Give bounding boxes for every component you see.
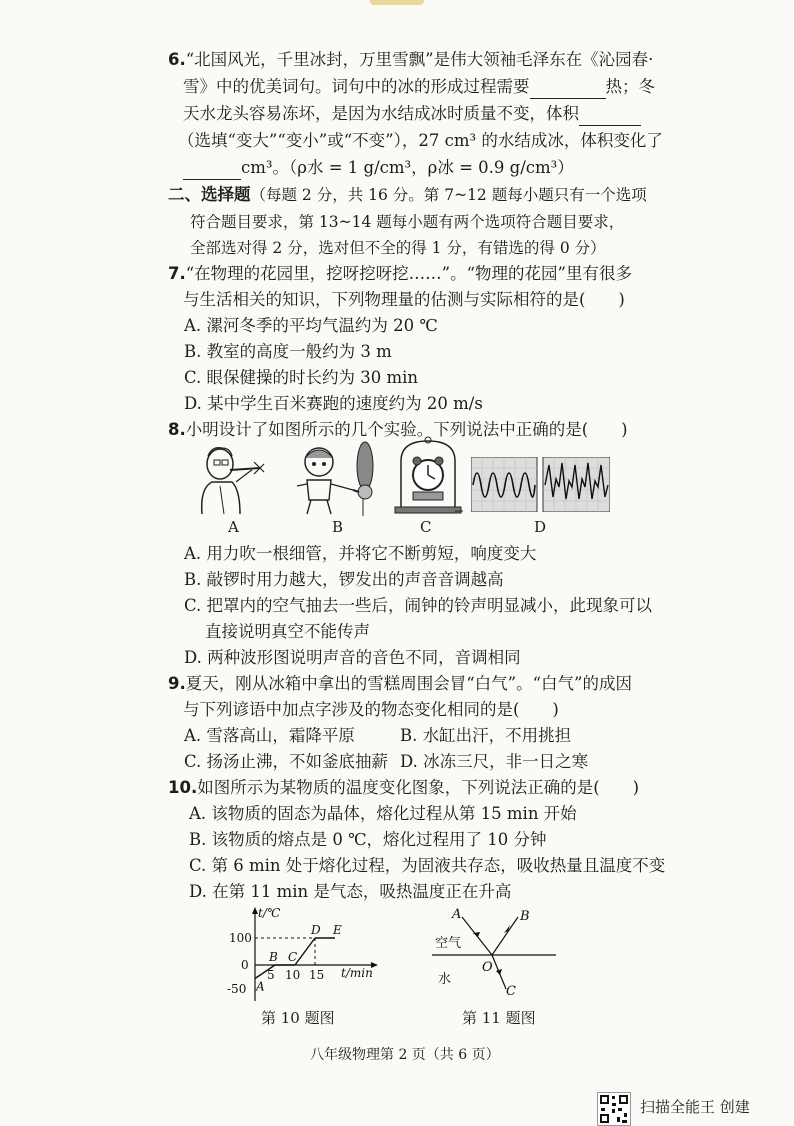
q6-text-2b: 热；冬 bbox=[605, 77, 655, 96]
q9-option-a[interactable]: A. 雪落高山，霜降平原 bbox=[184, 726, 355, 745]
q10-line1 bbox=[168, 776, 639, 800]
label-air: 空气 bbox=[435, 936, 462, 951]
q6-text-1: “北国风光，千里冰封，万里雪飘”是伟大领袖毛泽东在《沁园春· bbox=[185, 50, 654, 69]
q6-line1 bbox=[168, 48, 653, 72]
figure-11-caption: 第 11 题图 bbox=[462, 1009, 536, 1027]
q7-option-a[interactable]: A. 漯河冬季的平均气温约为 20 ℃ bbox=[184, 316, 438, 335]
chart-point-label-E: E bbox=[333, 923, 342, 937]
q8-number: 8. bbox=[168, 420, 186, 439]
q9-option-b[interactable]: B. 水缸出汗，不用挑担 bbox=[400, 726, 572, 745]
label-c: C bbox=[506, 984, 516, 999]
chart-point-label-B: B bbox=[269, 950, 278, 964]
q9-text-1: 夏天，刚从冰箱中拿出的雪糕周围会冒“白气”。“白气”的成因 bbox=[185, 674, 632, 693]
q10-option-b[interactable]: B. 该物质的熔点是 0 ℃，熔化过程用了 10 分钟 bbox=[189, 830, 547, 849]
chart-point-label-C: C bbox=[288, 950, 298, 964]
chart-y-label: t/℃ bbox=[258, 906, 281, 920]
q6-text-3a: 天水龙头容易冻坏，是因为水结成冰时质量不变，体积 bbox=[183, 104, 579, 123]
q6-line5 bbox=[183, 156, 574, 180]
chart-y-tick-0: 0 bbox=[241, 958, 249, 972]
top-binding-mark bbox=[370, 0, 424, 5]
chart-x-tick-10: 10 bbox=[285, 968, 301, 982]
q10-option-d[interactable]: D. 在第 11 min 是气态，吸热温度正在升高 bbox=[189, 882, 512, 901]
q6-text-4: （选填“变大”“变小”或“不变”），27 cm³ 的水结成冰，体积变化了 bbox=[178, 131, 663, 150]
label-water: 水 bbox=[438, 972, 452, 987]
q8-option-d[interactable]: D. 两种波形图说明声音的音色不同，音调相同 bbox=[184, 648, 521, 667]
figure-10-temperature-chart bbox=[225, 905, 385, 1005]
chart-point-label-A: A bbox=[256, 979, 265, 994]
qr-code-icon bbox=[597, 1092, 631, 1126]
q8-figure-d-waveforms bbox=[471, 457, 610, 512]
label-b: B bbox=[520, 909, 530, 924]
chart-x-tick-15: 15 bbox=[309, 968, 325, 982]
page-footer: 八年级物理第 2 页（共 6 页） bbox=[310, 1047, 500, 1063]
label-o: O bbox=[482, 960, 493, 975]
q9-number: 9. bbox=[168, 674, 186, 693]
label-a: A bbox=[452, 907, 462, 922]
q7-option-d[interactable]: D. 某中学生百米赛跑的速度约为 20 m/s bbox=[184, 394, 483, 413]
chart-y-tick-100: 100 bbox=[229, 931, 252, 945]
section2-line2: 符合题目要求，第 13~14 题每小题有两个选项符合题目要求， bbox=[190, 213, 625, 231]
q6-blank-3[interactable] bbox=[183, 161, 241, 180]
q8-fig-label-c: C bbox=[420, 518, 432, 536]
q6-number: 6. bbox=[168, 50, 186, 69]
chart-y-tick-neg50: -50 bbox=[227, 982, 247, 996]
q8-figure-a-blowing-tube bbox=[190, 440, 270, 516]
q8-fig-label-a: A bbox=[228, 518, 239, 536]
section2-line1 bbox=[168, 183, 647, 207]
q8-option-c[interactable]: C. 把罩内的空气抽去一些后，闹钟的铃声明显减小，此现象可以 bbox=[184, 596, 653, 615]
q6-line2 bbox=[183, 75, 655, 99]
q8-figure-c-bell-jar bbox=[393, 435, 463, 517]
q6-text-5: cm³。（ρ水 = 1 g/cm³，ρ冰 = 0.9 g/cm³） bbox=[241, 158, 574, 177]
q8-figure-b-gong bbox=[293, 440, 383, 516]
q10-number: 10. bbox=[168, 778, 198, 797]
chart-segment-CD bbox=[295, 938, 315, 965]
q7-option-c[interactable]: C. 眼保健操的时长约为 30 min bbox=[184, 368, 419, 387]
section2-line3: 全部选对得 2 分，选对但不全的得 1 分，有错选的得 0 分） bbox=[190, 239, 606, 257]
q9-option-c[interactable]: C. 扬汤止沸，不如釜底抽薪 bbox=[184, 752, 389, 771]
figure-10-caption: 第 10 题图 bbox=[261, 1009, 335, 1027]
q6-blank-1[interactable] bbox=[530, 80, 606, 99]
q6-blank-2[interactable] bbox=[579, 107, 641, 126]
q8-option-a[interactable]: A. 用力吹一根细管，并将它不断剪短，响度变大 bbox=[184, 544, 537, 563]
q10-option-c[interactable]: C. 第 6 min 处于熔化过程，为固液共存态，吸收热量且温度不变 bbox=[189, 856, 666, 875]
section2-title: 二、选择题 bbox=[168, 185, 251, 204]
q8-fig-label-b: B bbox=[332, 518, 344, 536]
q10-text-1: 如图所示为某物质的温度变化图象，下列说法正确的是( ) bbox=[197, 778, 640, 797]
q9-line1 bbox=[168, 672, 632, 696]
q9-line2: 与下列谚语中加点字涉及的物态变化相同的是( ) bbox=[183, 700, 559, 719]
section2-text-1: （每题 2 分，共 16 分。第 7~12 题每小题只有一个选项 bbox=[250, 186, 647, 204]
q7-line2: 与生活相关的知识，下列物理量的估测与实际相符的是( ) bbox=[183, 290, 625, 309]
chart-point-label-D: D bbox=[311, 923, 321, 937]
q8-text-1: 小明设计了如图所示的几个实验。下列说法中正确的是( ) bbox=[185, 420, 628, 439]
q8-option-b[interactable]: B. 敲锣时用力越大，锣发出的声音音调越高 bbox=[184, 570, 504, 589]
q8-fig-label-d: D bbox=[534, 518, 547, 536]
chart-x-tick-5: 5 bbox=[267, 968, 275, 982]
chart-x-label: t/min bbox=[341, 966, 373, 980]
ray-oc-arrow bbox=[496, 969, 502, 975]
ray-ob bbox=[492, 917, 518, 955]
q6-line4 bbox=[178, 129, 663, 153]
q7-option-b[interactable]: B. 教室的高度一般约为 3 m bbox=[184, 342, 392, 361]
figure-11-refraction-diagram bbox=[430, 905, 560, 1000]
q7-number: 7. bbox=[168, 264, 186, 283]
q6-text-2a: 雪》中的优美词句。词句中的冰的形成过程需要 bbox=[183, 77, 530, 96]
q8-option-c-cont: 直接说明真空不能传声 bbox=[205, 622, 370, 641]
q7-text-1: “在物理的花园里，挖呀挖呀挖……”。“物理的花园”里有很多 bbox=[185, 264, 632, 283]
q7-line1 bbox=[168, 262, 632, 286]
scanner-brand-text: 扫描全能王 创建 bbox=[640, 1098, 750, 1116]
q6-line3 bbox=[183, 102, 641, 126]
q10-option-a[interactable]: A. 该物质的固态为晶体，熔化过程从第 15 min 开始 bbox=[189, 804, 577, 823]
q9-option-d[interactable]: D. 冰冻三尺，非一日之寒 bbox=[400, 752, 589, 771]
